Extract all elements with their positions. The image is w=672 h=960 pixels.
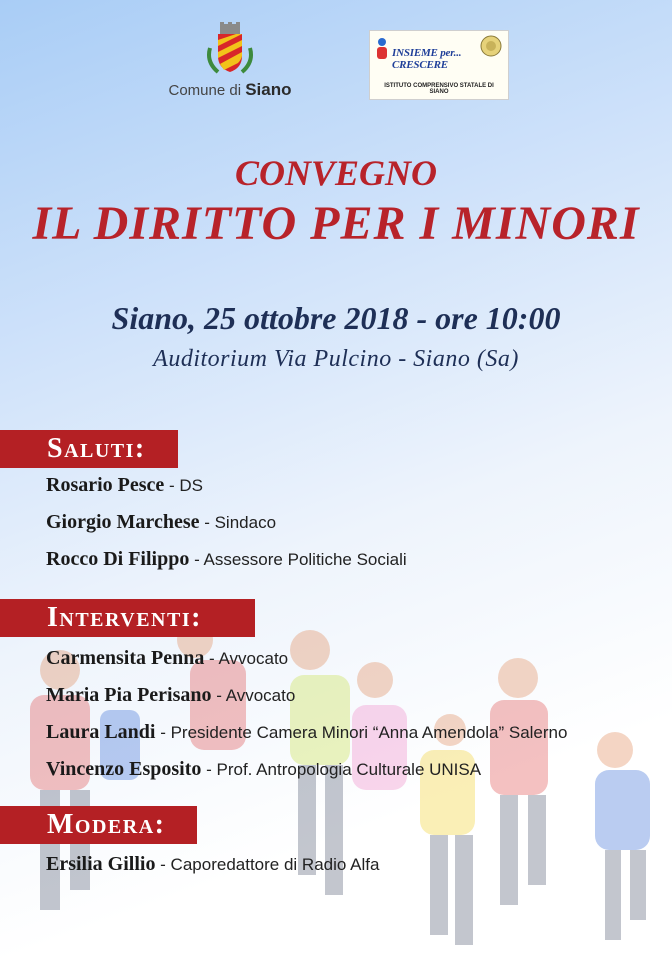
school-logo-title: INSIEME per... CRESCERE [392, 47, 462, 71]
speaker-row: Maria Pia Perisano - Avvocato [46, 684, 296, 706]
speaker-row: Giorgio Marchese - Sindaco [46, 511, 277, 533]
event-kicker: CONVEGNO [234, 153, 438, 193]
speaker-row: Rocco Di Filippo - Assessore Politiche Sociali [46, 548, 407, 570]
event-date: Siano, 25 ottobre 2018 - ore 10:00 [111, 300, 561, 336]
speaker-row: Laura Landi - Presidente Camera Minori “Anna Amendola” Salerno [46, 721, 568, 743]
speaker-row: Carmensita Penna - Avvocato [46, 647, 289, 669]
comune-name: Comune di Siano [168, 80, 292, 99]
children-icon [373, 37, 391, 63]
section-heading-saluti: Saluti: [0, 430, 178, 468]
school-logo-subtitle: ISTITUTO COMPRENSIVO STATALE DI SIANO [384, 83, 494, 95]
event-title: IL DIRITTO PER I MINORI [32, 197, 640, 250]
school-logo [369, 30, 509, 100]
comune-logo [160, 22, 300, 108]
coat-of-arms-icon [204, 22, 256, 78]
section-heading-interventi: Interventi: [0, 599, 255, 637]
event-venue: Auditorium Via Pulcino - Siano (Sa) [153, 346, 519, 372]
speaker-row: Ersilia Gillio - Caporedattore di Radio Alfa [46, 853, 380, 875]
speaker-row: Vincenzo Esposito - Prof. Antropologia Culturale UNISA [46, 758, 482, 780]
speaker-row: Rosario Pesce - DS [46, 474, 204, 496]
section-heading-modera: Modera: [0, 806, 197, 844]
